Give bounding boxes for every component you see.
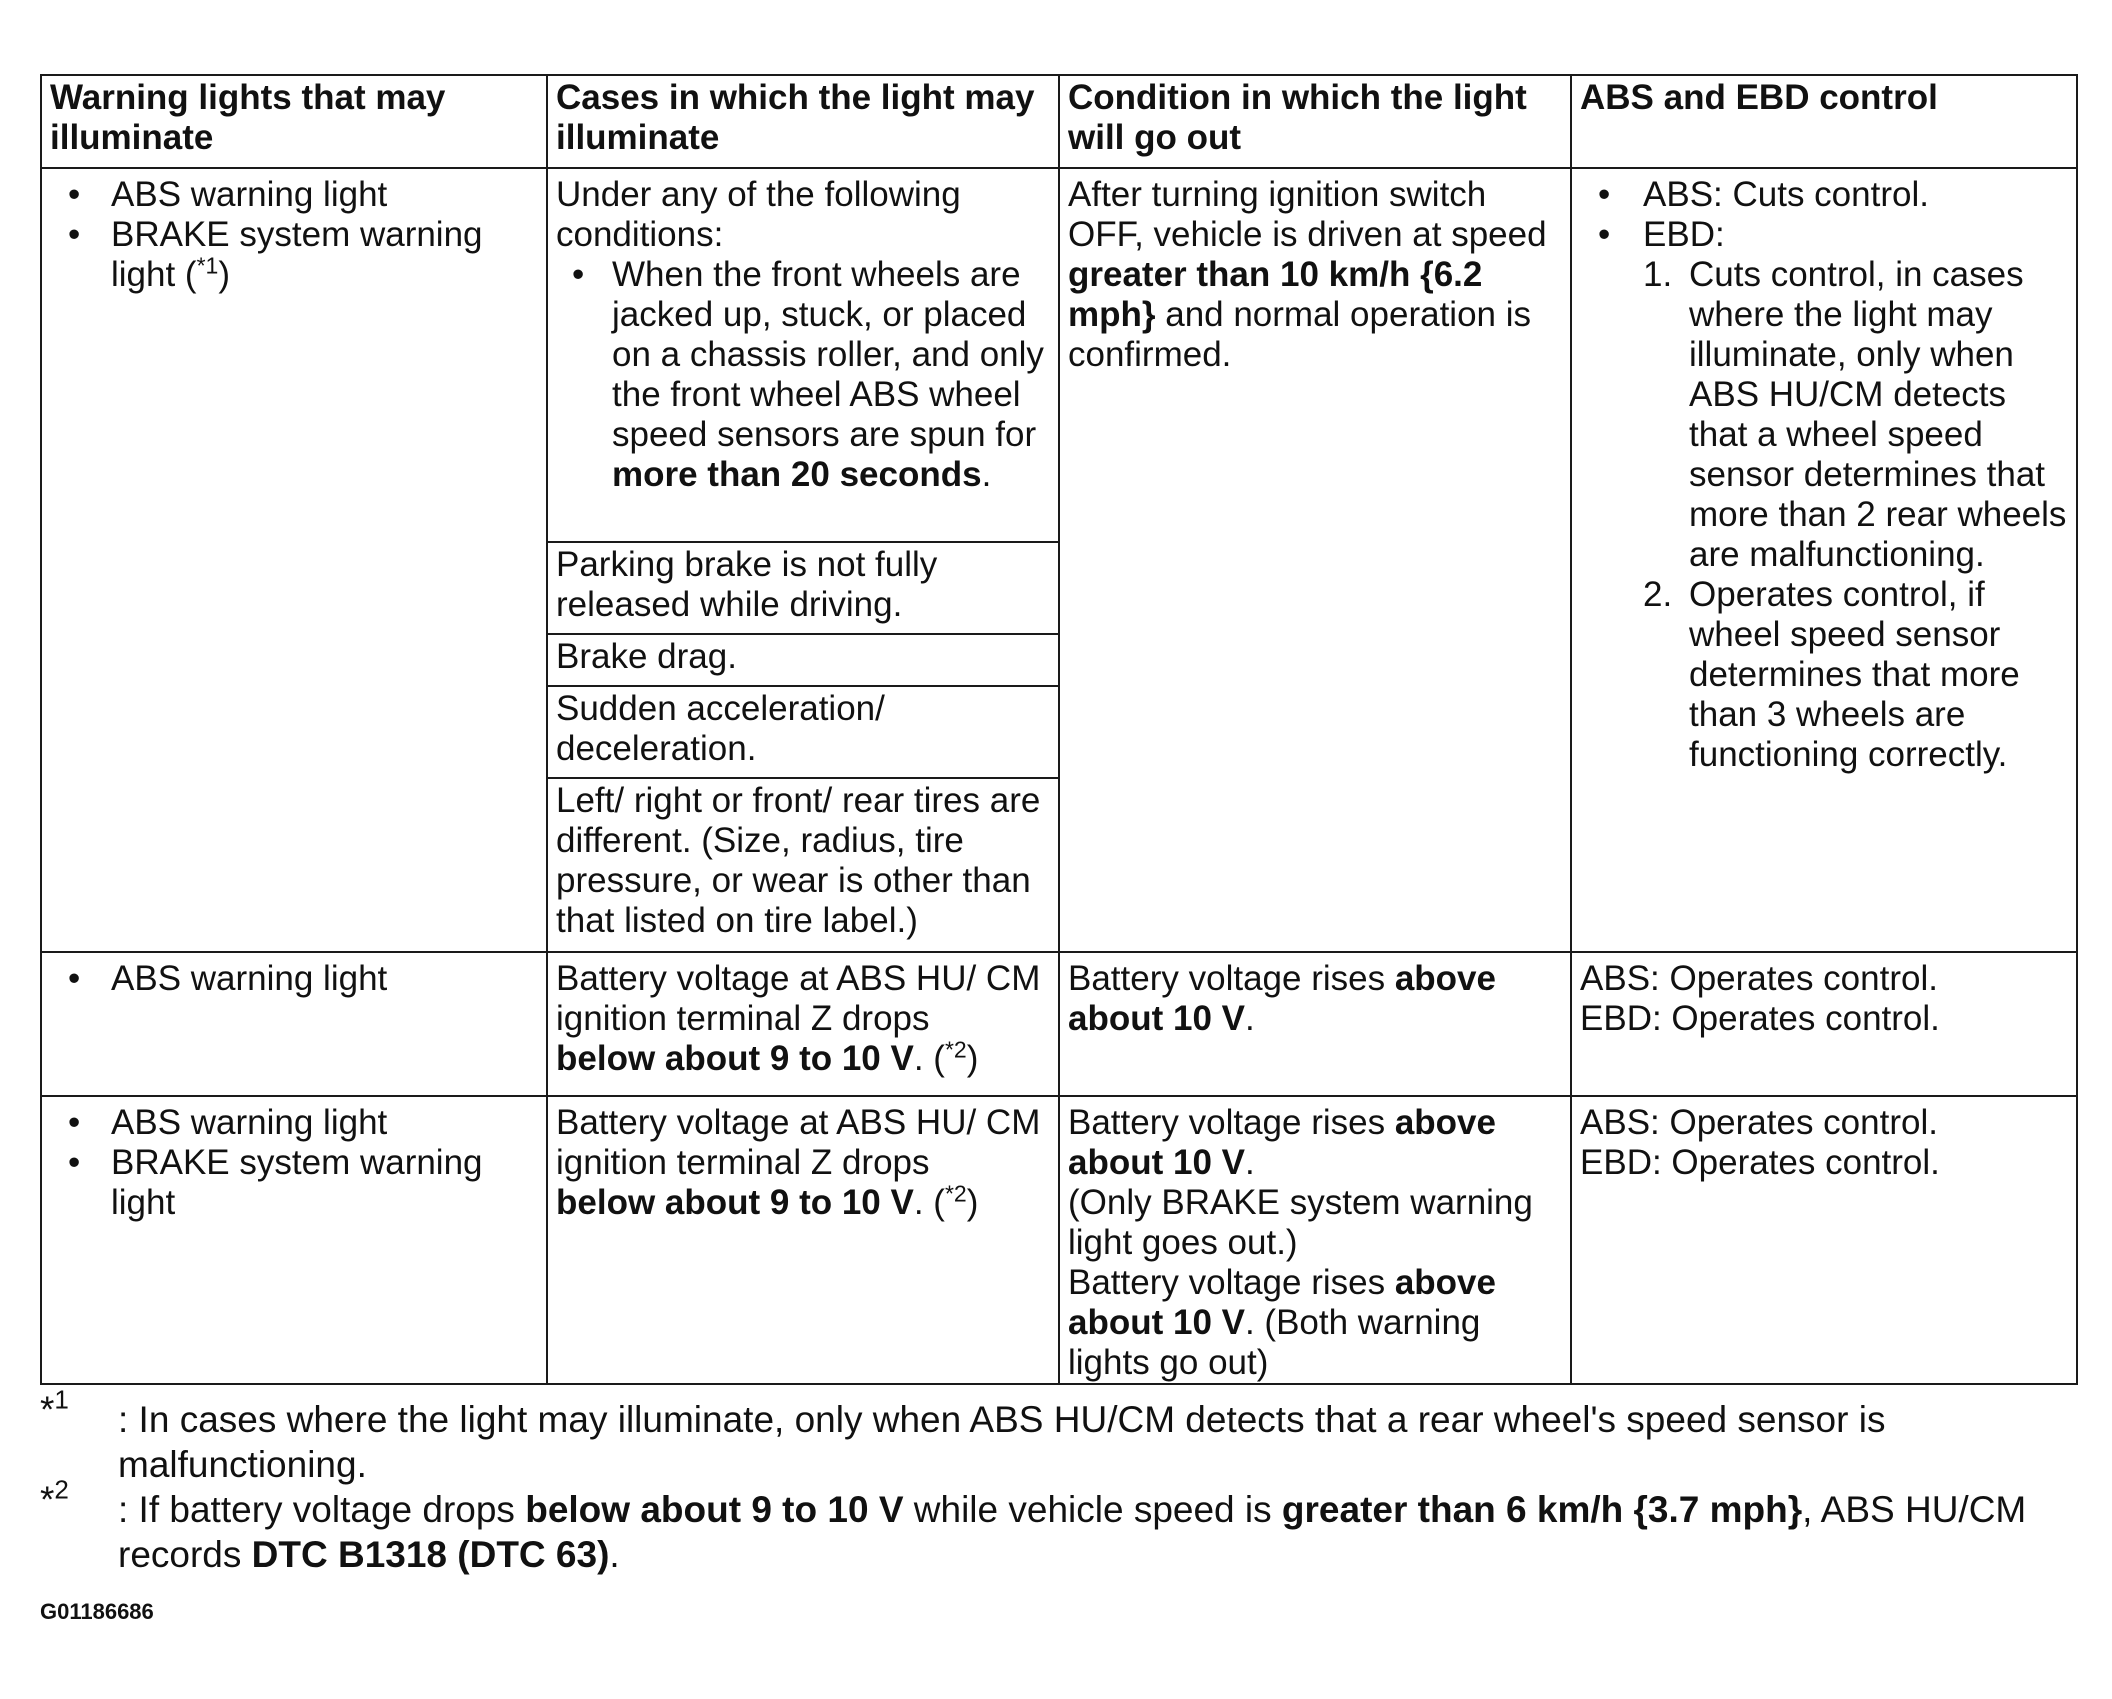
row2-case: Battery voltage at ABS HU/ CM ignition terminal Z drops below about 9 to 10 V. ($^{*2}$) bbox=[547, 952, 1059, 1096]
warning-light-table bbox=[40, 74, 2078, 1385]
row1-case-sudden: Sudden acceleration/ deceleration. bbox=[547, 686, 1059, 778]
row2-control: ABS: Operates control. EBD: Operates control. bbox=[1571, 952, 2077, 1096]
row2-lights bbox=[41, 952, 547, 1096]
list-item: 1. Cuts control, in cases where the light may illuminate, only when ABS HU/CM detects that a wheel speed sensor determines that more than 2 rear wheels are malfunctioning. bbox=[1643, 255, 2067, 574]
footnotes bbox=[40, 1384, 2076, 1577]
list-item: • ABS warning light bbox=[50, 959, 538, 999]
row1-case-parking: Parking brake is not fully released while driving. bbox=[547, 542, 1059, 634]
list-item: • When the front wheels are jacked up, stuck, or placed on a chassis roller, and only the front wheel ABS wheel speed sensors are spun for more than 20 seconds. bbox=[556, 255, 1050, 495]
row2-condition: Battery voltage rises above about 10 V. bbox=[1059, 952, 1571, 1096]
footnote-mark: *$^1$ bbox=[40, 1384, 69, 1430]
footnote-mark: *$^2$ bbox=[40, 1474, 69, 1520]
footnote-ref: *2 bbox=[944, 1036, 967, 1063]
list-item: • ABS: Cuts control. bbox=[1580, 175, 2068, 215]
list-item: • BRAKE system warning light bbox=[50, 1143, 538, 1223]
header-control: ABS and EBD control bbox=[1571, 75, 2077, 168]
table-row bbox=[41, 952, 2077, 1096]
list-item: • EBD: 1. Cuts control, in cases where the light may illuminate, only when ABS HU/CM detects that a wheel speed sensor determines that more than 2 rear wheels are malfunctioning. 2. Operates control, if wheel speed sensor determines that more than 3 wheels are functioning correctly. bbox=[1580, 215, 2068, 775]
header-warning-lights: Warning lights that may illuminate bbox=[41, 75, 547, 168]
list-item: 2. Operates control, if wheel speed sensor determines that more than 3 wheels are functioning correctly. bbox=[1643, 575, 2020, 774]
list-item: • ABS warning light bbox=[50, 175, 538, 215]
footnote-2: *$^2$ : If battery voltage drops below about 9 to 10 V while vehicle speed is greater than 6 km/h {3.7 mph}, ABS HU/CM records DTC B1318 (DTC 63). bbox=[40, 1474, 2027, 1575]
row3-lights bbox=[41, 1096, 547, 1384]
row3-condition: Battery voltage rises above about 10 V. (Only BRAKE system warning light goes out.) Battery voltage rises above about 10 V. (Both warning lights go out) bbox=[1059, 1096, 1571, 1384]
row3-case: Battery voltage at ABS HU/ CM ignition terminal Z drops below about 9 to 10 V. ($^{*2}$) bbox=[547, 1096, 1059, 1384]
row3-control: ABS: Operates control. EBD: Operates control. bbox=[1571, 1096, 2077, 1384]
row1-case-drag: Brake drag. bbox=[547, 634, 1059, 686]
figure-id: G01186686 bbox=[40, 1599, 154, 1624]
table-row bbox=[41, 168, 2077, 542]
list-item: • BRAKE system warning light ($^{*1}$) bbox=[50, 215, 538, 295]
row1-control bbox=[1571, 168, 2077, 952]
footnote-ref: *1 bbox=[196, 252, 219, 279]
header-cases: Cases in which the light may illuminate bbox=[547, 75, 1059, 168]
header-condition: Condition in which the light will go out bbox=[1059, 75, 1571, 168]
row1-lights bbox=[41, 168, 547, 952]
footnote-ref: *2 bbox=[944, 1180, 967, 1207]
document bbox=[40, 74, 2076, 1625]
row1-case-tires: Left/ right or front/ rear tires are different. (Size, radius, tire pressure, or wear is other than that listed on tire label.) bbox=[547, 778, 1059, 952]
header-row bbox=[41, 75, 2077, 168]
table-row bbox=[41, 1096, 2077, 1384]
footnote-1: *$^1$ : In cases where the light may illuminate, only when ABS HU/CM detects that a rear wheel's speed sensor is malfunctioning. bbox=[40, 1384, 1886, 1485]
row1-case-main: Under any of the following conditions: • When the front wheels are jacked up, stuck, or placed on a chassis roller, and only the front wheel ABS wheel speed sensors are spun for more than 20 seconds. bbox=[547, 168, 1059, 542]
list-item: • ABS warning light bbox=[50, 1103, 538, 1143]
row1-condition: After turning ignition switch OFF, vehicle is driven at speed greater than 10 km/h {6.2 mph} and normal operation is confirmed. bbox=[1059, 168, 1571, 952]
